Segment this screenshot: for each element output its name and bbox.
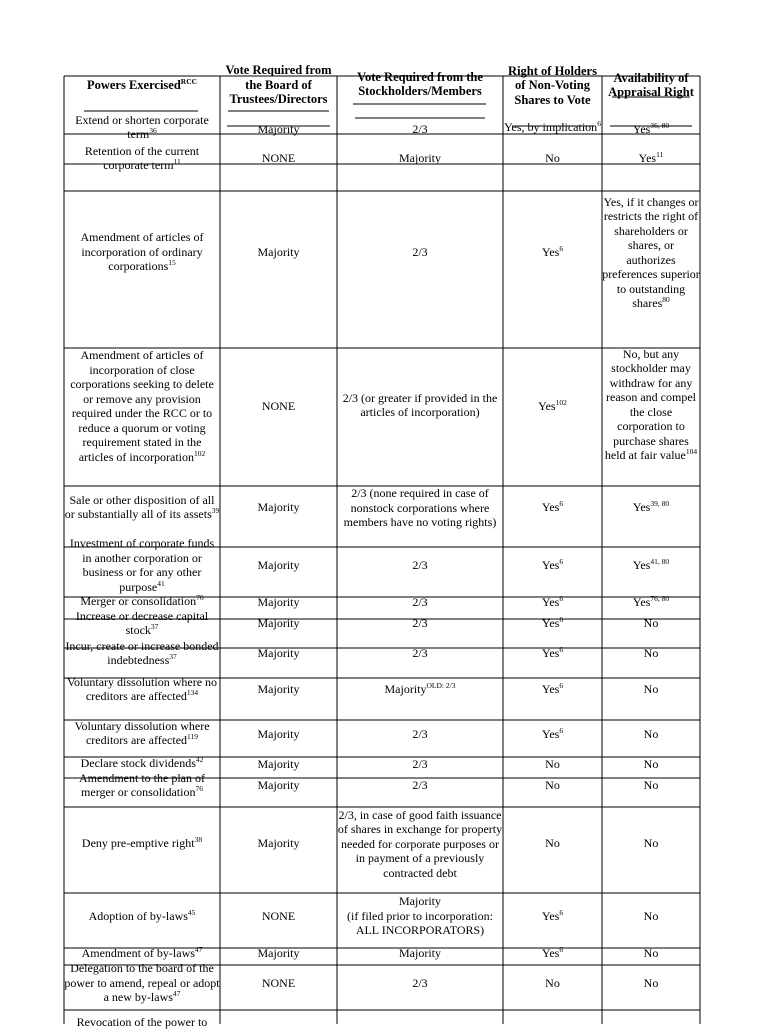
row-17-power: Amendment of by-laws$^{47}$ — [81, 944, 203, 960]
row-12-power: Voluntary dissolution where creditors are affected$^{119}$ — [74, 718, 210, 747]
row-5-nonvoting: Yes$^{102}$ — [538, 397, 567, 413]
row-15-appraisal: No — [643, 835, 659, 850]
row-16-board-vote: NONE — [261, 908, 296, 923]
row-6-board-vote: Majority — [257, 499, 300, 514]
row-10-power: Incur, create or increase bonded indebtedness$^{37}$ — [65, 638, 219, 667]
row-13-power: Declare stock dividends$^{42}$ — [80, 754, 204, 770]
row-8-board-vote: Majority — [257, 594, 300, 609]
row-2-nonvoting: No — [545, 150, 560, 165]
row-5-stockholder-vote: 2/3 (or greater if provided in the articles of incorporation) — [342, 390, 498, 419]
row-11-power: Voluntary dissolution where no creditors are affected$^{134}$ — [66, 674, 218, 703]
row-4-appraisal: Yes, if it changes or restricts the right of shareholders or shares, or authorizes preferences superior to outstanding shares$^{80}$ — [602, 194, 700, 310]
row-10-stockholder-vote: 2/3 — [412, 645, 428, 660]
row-15-board-vote: Majority — [257, 835, 300, 850]
row-8-stockholder-vote: 2/3 — [412, 594, 428, 609]
row-5-power: Amendment of articles of incorporation of close corporations seeking to delete or remove any provision required under the RCC or to reduce a quorum or voting requirement stated in the articles of incorporation$^{102}$ — [70, 348, 214, 464]
row-13-appraisal: No — [643, 756, 659, 771]
row-14-stockholder-vote: 2/3 — [412, 777, 428, 792]
row-11-appraisal: No — [643, 681, 659, 696]
row-16-nonvoting: Yes$^6$ — [541, 907, 564, 923]
row-10-board-vote: Majority — [257, 645, 300, 660]
row-17-stockholder-vote: Majority — [399, 945, 441, 960]
row-7-board-vote: Majority — [257, 557, 300, 572]
header-board-vote: Vote Required from the Board of Trustees/Directors — [225, 63, 332, 107]
row-17-nonvoting: Yes$^6$ — [541, 944, 564, 960]
row-12-nonvoting: Yes$^6$ — [541, 725, 564, 741]
row-1-board-vote: Majority — [257, 121, 300, 136]
row-13-board-vote: Majority — [257, 756, 300, 771]
row-8-nonvoting: Yes$^6$ — [541, 593, 564, 609]
row-13-nonvoting: No — [545, 756, 560, 771]
row-14-board-vote: Majority — [257, 777, 300, 792]
row-8-power: Merger or consolidation$^{76}$ — [80, 592, 204, 608]
row-16-power: Adoption of by-laws$^{45}$ — [88, 907, 196, 923]
row-6-appraisal: Yes$^{39, 80}$ — [632, 498, 670, 514]
row-1-power: Extend or shorten corporate term$^{36}$ — [75, 112, 209, 141]
row-4-power: Amendment of articles of incorporation of ordinary corporations$^{15}$ — [80, 230, 204, 274]
row-2-appraisal: Yes$^{11}$ — [638, 149, 664, 165]
header-powers-exercised: Powers Exercised$^{RCC}$ — [86, 77, 198, 93]
row-14-appraisal: No — [643, 777, 659, 792]
row-9-stockholder-vote: 2/3 — [412, 615, 428, 630]
row-1-appraisal: Yes$^{36, 80}$ — [632, 120, 670, 136]
header-nonvoting-right: Right of Holders of Non-Voting Shares to Vote — [508, 63, 597, 107]
row-11-nonvoting: Yes$^6$ — [541, 680, 564, 696]
row-7-appraisal: Yes$^{41, 80}$ — [632, 556, 670, 572]
row-18-board-vote: NONE — [261, 975, 296, 990]
row-15-nonvoting: No — [545, 835, 560, 850]
row-18-stockholder-vote: 2/3 — [412, 975, 428, 990]
row-5-appraisal: No, but any stockholder may withdraw for any reason and compel the close corporation to purchase shares held at fair value$^{104}$ — [604, 346, 698, 462]
row-1-stockholder-vote: 2/3 — [412, 121, 428, 136]
row-5-board-vote: NONE — [261, 398, 296, 413]
row-6-nonvoting: Yes$^6$ — [541, 498, 564, 514]
row-9-appraisal: No — [643, 615, 659, 630]
row-9-board-vote: Majority — [257, 615, 300, 630]
row-16-stockholder-vote: Majority (if filed prior to incorporation: ALL INCORPORATORS) — [347, 894, 493, 938]
row-11-stockholder-vote: Majority$^{OLD: 2/3}$ — [384, 680, 456, 696]
row-4-nonvoting: Yes$^6$ — [541, 243, 564, 259]
row-4-board-vote: Majority — [257, 244, 300, 259]
row-10-appraisal: No — [643, 645, 659, 660]
row-19-power: Revocation of the power to — [76, 1014, 208, 1029]
row-12-appraisal: No — [643, 726, 659, 741]
row-12-stockholder-vote: 2/3 — [412, 726, 428, 741]
row-12-board-vote: Majority — [257, 726, 300, 741]
row-4-stockholder-vote: 2/3 — [412, 244, 428, 259]
row-7-stockholder-vote: 2/3 — [412, 557, 428, 572]
row-18-power: Delegation to the board of the power to amend, repeal or adopt a new by-laws$^{47}$ — [64, 961, 220, 1005]
row-10-nonvoting: Yes$^6$ — [541, 644, 564, 660]
row-7-power: Investment of corporate funds in another corporation or business or for any other purpose$^{41}$ — [69, 536, 215, 594]
row-11-board-vote: Majority — [257, 681, 300, 696]
row-9-nonvoting: Yes$^6$ — [541, 614, 564, 630]
row-14-nonvoting: No — [545, 777, 560, 792]
row-9-power: Increase or decrease capital stock$^{37}$ — [75, 608, 209, 637]
row-15-power: Deny pre-emptive right$^{38}$ — [81, 834, 203, 850]
row-18-appraisal: No — [643, 975, 659, 990]
row-6-power: Sale or other disposition of all or substantially all of its assets$^{39}$ — [64, 492, 220, 521]
row-14-power: Amendment to the plan of merger or consolidation$^{76}$ — [79, 770, 205, 799]
row-17-board-vote: Majority — [257, 945, 300, 960]
row-18-nonvoting: No — [545, 975, 560, 990]
row-13-stockholder-vote: 2/3 — [412, 756, 428, 771]
row-16-appraisal: No — [643, 908, 659, 923]
row-2-board-vote: NONE — [261, 150, 296, 165]
header-stockholder-vote: Vote Required from the Stockholders/Members — [357, 69, 483, 98]
row-6-stockholder-vote: 2/3 (none required in case of nonstock corporations where members have no voting rights) — [343, 486, 497, 530]
row-2-power: Retention of the current corporate term$^{11}$ — [84, 143, 200, 172]
row-1-nonvoting: Yes, by implication$^6$ — [504, 118, 601, 134]
row-7-nonvoting: Yes$^6$ — [541, 556, 564, 572]
header-appraisal-right: Availability of Appraisal Right — [608, 70, 694, 99]
row-8-appraisal: Yes$^{76, 80}$ — [632, 593, 670, 609]
row-17-appraisal: No — [643, 945, 659, 960]
row-2-stockholder-vote: Majority — [399, 150, 441, 165]
row-15-stockholder-vote: 2/3, in case of good faith issuance of shares in exchange for property needed for corporate purposes or in payment of a previously contracted debt — [337, 807, 503, 880]
